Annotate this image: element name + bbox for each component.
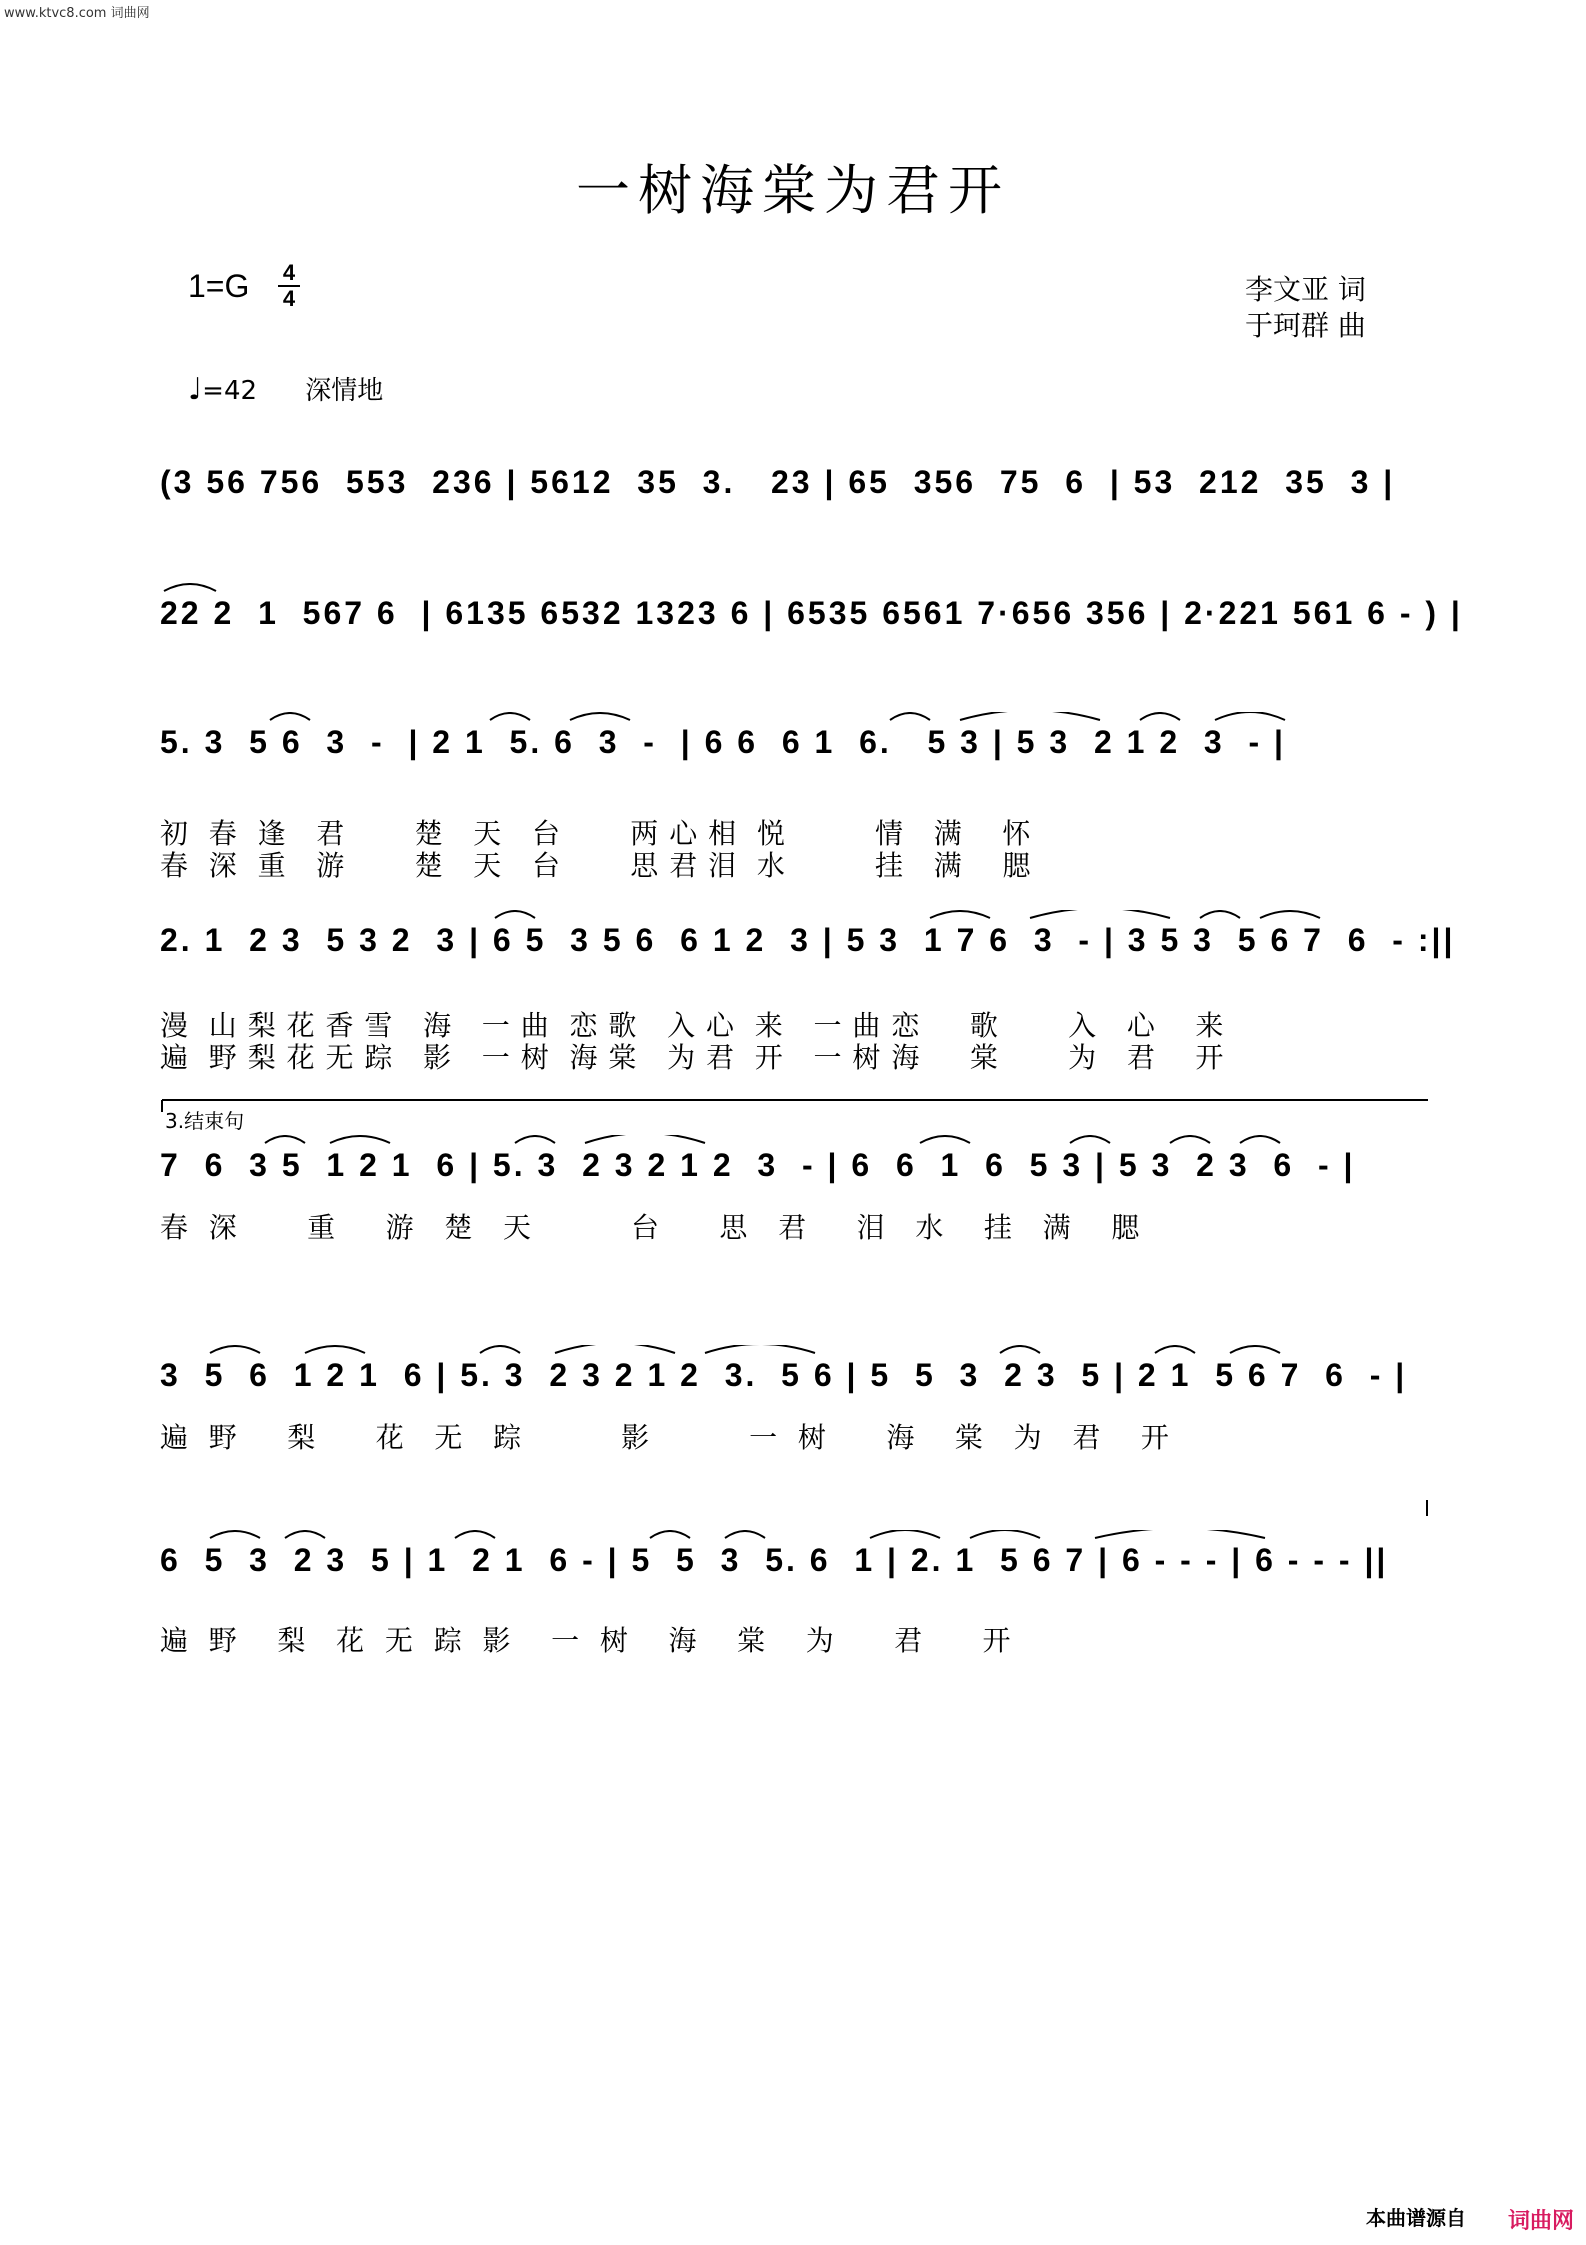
time-signature bbox=[278, 262, 300, 310]
watermark: www.ktvc8.com 词曲网 bbox=[4, 6, 150, 21]
lyricist: 李文亚 词 bbox=[1245, 273, 1366, 306]
tempo-marking bbox=[188, 370, 383, 407]
notation-line: 2. 1 2 3 5 3 2 3 | 6 5 3 5 6 6 1 2 3 | 5 3 1 7 6 3 - | 3 5 3 5 6 7 6 - :|| bbox=[160, 922, 1456, 958]
final-bracket-tick bbox=[1424, 1500, 1430, 1516]
staff-row-3 bbox=[160, 712, 1430, 782]
lyric-line-4: 遍 野 梨 花 无 踪 影 一 树 海 棠 为 君 开 一 树 海 棠 为 君 开 bbox=[160, 1041, 1225, 1074]
tempo-expression: 深情地 bbox=[305, 376, 384, 406]
key-signature: 1=G bbox=[188, 268, 250, 304]
ending-label: 3.结束句 bbox=[165, 1109, 245, 1133]
staff-row-2 bbox=[160, 583, 1463, 653]
footer-source: 本曲谱源自 bbox=[1366, 2206, 1466, 2230]
footer-site-link[interactable]: 词曲网 bbox=[1507, 2209, 1574, 2234]
notation-line: 6 5 3 2 3 5 | 1 2 1 6 - | 5 5 3 5. 6 1 | 2. 1 5 6 7 | 6 - - - | 6 - - - || bbox=[160, 1542, 1389, 1578]
lyric-line-6: 遍 野 梨 花 无 踪 影 一 树 海 棠 为 君 开 bbox=[160, 1421, 1170, 1454]
lyric-line-1: 初 春 逢 君 楚 天 台 两 心 相 悦 情 满 怀 bbox=[160, 817, 1032, 850]
song-title: 一树海棠为君开 bbox=[576, 159, 1010, 222]
notation-line: 3 5 6 1 2 1 6 | 5. 3 2 3 2 1 2 3. 5 6 | 5 5 3 2 3 5 | 2 1 5 6 7 6 - | bbox=[160, 1357, 1408, 1393]
quarter-note-icon: ♩ bbox=[188, 372, 203, 407]
staff-row-5 bbox=[160, 1135, 1430, 1205]
tempo-value: =42 bbox=[202, 376, 258, 406]
lyric-line-3: 漫 山 梨 花 香 雪 海 一 曲 恋 歌 入 心 来 一 曲 恋 歌 入 心 来 bbox=[160, 1009, 1225, 1042]
notation-line: 5. 3 5 6 3 - | 2 1 5. 6 3 - | 6 6 6 1 6. 5 3 | 5 3 2 1 2 3 - | bbox=[160, 724, 1286, 760]
notation-line: 22 2 1 567 6 | 6135 6532 1323 6 | 6535 6561 7·656 356 | 2·221 561 6 - ) | bbox=[160, 595, 1463, 631]
lyric-line-7: 遍 野 梨 花 无 踪 影 一 树 海 棠 为 君 开 bbox=[160, 1624, 1012, 1657]
staff-row-7 bbox=[160, 1530, 1430, 1600]
notation-line: (3 56 756 553 236 | 5612 35 3. 23 | 65 356 75 6 | 53 212 35 3 | bbox=[160, 464, 1396, 500]
notation-line: 7 6 3 5 1 2 1 6 | 5. 3 2 3 2 1 2 3 - | 6 6 1 6 5 3 | 5 3 2 3 6 - | bbox=[160, 1147, 1356, 1183]
staff-row-6 bbox=[160, 1345, 1430, 1415]
lyric-line-5: 春 深 重 游 楚 天 台 思 君 泪 水 挂 满 腮 bbox=[160, 1211, 1141, 1244]
credits bbox=[1245, 272, 1366, 344]
lyric-line-2: 春 深 重 游 楚 天 台 思 君 泪 水 挂 满 腮 bbox=[160, 849, 1032, 882]
ending-bracket bbox=[160, 1098, 1430, 1112]
time-signature-top: 4 bbox=[282, 260, 296, 285]
time-signature-bottom: 4 bbox=[282, 286, 296, 311]
staff-row-4 bbox=[160, 910, 1456, 980]
staff-row-1 bbox=[160, 452, 1430, 522]
composer: 于珂群 曲 bbox=[1245, 309, 1366, 342]
